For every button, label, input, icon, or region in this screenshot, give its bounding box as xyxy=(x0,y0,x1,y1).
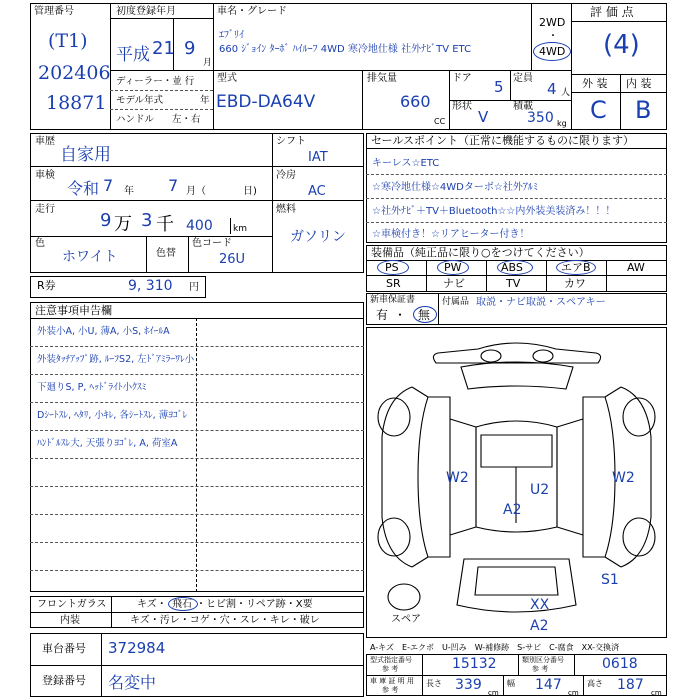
month-value: 9 xyxy=(184,38,196,59)
class-sub: 参 考 xyxy=(532,665,549,673)
door-label: ドア xyxy=(452,73,472,84)
equip-tv: TV xyxy=(506,277,521,290)
wid-label: 幅 xyxy=(507,679,515,688)
man-unit: 万 xyxy=(114,214,132,235)
hgt-value: 187 xyxy=(617,677,644,693)
divider xyxy=(426,260,427,292)
divider xyxy=(30,402,364,403)
soko-rest: 400 xyxy=(186,218,213,234)
spare-label: スペア xyxy=(391,614,421,625)
model-year-unit: 年 xyxy=(200,95,210,106)
handle-value: 左・右 xyxy=(172,114,201,125)
equip-pw-circle xyxy=(437,260,469,275)
car-name: ｴﾌﾞﾘｲ xyxy=(219,30,244,41)
divider xyxy=(503,675,504,696)
divider xyxy=(30,166,272,167)
iro-value: ホワイト xyxy=(62,249,118,265)
divider xyxy=(546,260,547,292)
divider xyxy=(620,74,621,130)
mark-w2-right: W2 xyxy=(612,470,635,486)
reibo-value: AC xyxy=(308,184,326,199)
divider xyxy=(571,74,667,75)
type-spec-value: 15132 xyxy=(452,656,497,672)
divider xyxy=(30,570,364,571)
divider xyxy=(510,70,511,100)
iro-label: 色 xyxy=(35,238,45,249)
divider xyxy=(196,318,197,592)
cert-label: 車 庫 証 明 用 xyxy=(370,677,414,685)
shodo-label: 初度登録年月 xyxy=(116,6,176,17)
teiin-unit: 人 xyxy=(561,88,571,98)
sekisai-label: 積載 xyxy=(513,101,533,112)
accessories-label: 付属品 xyxy=(442,297,470,307)
year-unit: 年 xyxy=(124,186,134,197)
divider xyxy=(230,218,231,234)
divider xyxy=(30,665,364,666)
katashiki-label: 型式 xyxy=(217,73,237,84)
divider xyxy=(101,633,102,697)
divider xyxy=(606,260,607,292)
sales-line-1: キーレス☆ETC xyxy=(372,158,440,169)
wid-value: 147 xyxy=(535,677,562,693)
divider xyxy=(272,166,364,167)
hyoka-label: 評 価 点 xyxy=(590,5,634,19)
front-bumper xyxy=(433,343,600,363)
divider xyxy=(213,3,214,130)
kanri-label: 管理番号 xyxy=(34,6,74,17)
chassis-value: 372984 xyxy=(108,639,166,657)
divider xyxy=(30,346,364,347)
equip-abs-circle xyxy=(497,260,533,275)
mark-xx: XX xyxy=(530,597,550,613)
equip-abs: ABS xyxy=(501,261,523,274)
km-unit: km xyxy=(233,224,247,234)
shamei-label: 車名・グレード xyxy=(217,6,287,17)
keijo-label: 形状 xyxy=(452,101,472,112)
hgt-unit: cm xyxy=(651,689,662,697)
divider xyxy=(571,21,667,22)
equip-navi: ナビ xyxy=(443,277,465,290)
era-value: 平成 xyxy=(116,45,150,65)
color-code-label: 色コード xyxy=(192,238,232,249)
drive-dot: ・ xyxy=(548,31,558,42)
divider xyxy=(110,70,213,71)
len-value: 339 xyxy=(455,677,482,693)
divider xyxy=(366,675,667,676)
reibo-label: 冷房 xyxy=(276,170,296,181)
soko-man: 9 xyxy=(100,210,112,231)
hgt-label: 高さ xyxy=(587,679,603,688)
equip-airbag-circle xyxy=(556,260,596,275)
divider xyxy=(366,222,667,223)
kanri-num1: 202406 xyxy=(38,62,111,84)
divider xyxy=(146,236,147,273)
divider xyxy=(110,90,213,91)
month-unit: 月 xyxy=(203,58,213,68)
nenryo-value: ガソリン xyxy=(290,229,346,245)
divider xyxy=(272,200,364,201)
day-paren: 日) xyxy=(243,186,257,197)
teiin-label: 定員 xyxy=(513,73,533,84)
divider xyxy=(110,109,213,110)
shaken-label: 車検 xyxy=(35,170,55,181)
shaken-month: 7 xyxy=(168,176,179,195)
divider xyxy=(422,654,423,696)
class-value: 0618 xyxy=(602,656,638,672)
type-spec-label: 型式指定番号 xyxy=(370,656,412,664)
gaiso-value: C xyxy=(590,96,607,124)
rken-section xyxy=(30,276,206,298)
mark-w2-left: W2 xyxy=(446,470,469,486)
divider xyxy=(518,654,519,675)
haiki-label: 排気量 xyxy=(367,73,397,84)
divider xyxy=(30,612,364,613)
shaken-era: 令和 xyxy=(67,179,100,198)
cert-sub: 参 考 xyxy=(382,686,399,694)
notes-title: 注意事項申告欄 xyxy=(35,304,112,317)
divider xyxy=(30,236,272,237)
reg-label: 登録番号 xyxy=(42,674,86,687)
drive-4wd: 4WD xyxy=(539,45,566,58)
front-glass-rest: ・ヒビ割・リペア跡・X要 xyxy=(196,599,313,610)
reg-value: 名変中 xyxy=(108,673,157,692)
note-line-1: 外装小A, 小U, 薄A, 小S, ﾎｲｰﾙA xyxy=(37,326,170,337)
irogae-label: 色替 xyxy=(156,248,176,259)
equip-kawa: カワ xyxy=(564,277,586,290)
divider xyxy=(110,18,213,19)
equip-aw: AW xyxy=(627,261,645,274)
equip-airbag: エアB xyxy=(561,261,591,274)
drive-4wd-circle xyxy=(533,42,571,61)
shaken-year: 7 xyxy=(103,176,114,195)
divider xyxy=(30,200,272,201)
divider xyxy=(30,430,364,431)
warranty-no-circle xyxy=(413,306,437,323)
rken-label: R券 xyxy=(37,279,56,292)
accessories-value: 取説・ナビ取説・スペアキー xyxy=(476,297,606,308)
haiki-value: 660 xyxy=(400,92,431,111)
divider xyxy=(30,458,364,459)
door-value: 5 xyxy=(494,78,504,96)
divider xyxy=(438,293,439,325)
equipment-title: 装備品（純正品に限り○をつけてください） xyxy=(371,246,590,259)
divider xyxy=(366,275,667,276)
divider xyxy=(272,133,273,273)
haiki-unit: CC xyxy=(434,117,446,126)
divider xyxy=(583,675,584,696)
divider xyxy=(188,236,189,273)
len-label: 長さ xyxy=(426,679,442,688)
color-code-value: 26U xyxy=(219,252,246,267)
shareki-label: 車歴 xyxy=(35,136,55,147)
sales-line-2: ☆寒冷地仕様☆4WDターボ☆社外ｱﾙﾐ xyxy=(372,182,538,193)
divider xyxy=(366,148,667,149)
front-glass-kizu: キズ・ xyxy=(137,599,167,610)
equip-sr: SR xyxy=(386,277,401,290)
divider xyxy=(30,542,364,543)
divider xyxy=(366,198,667,199)
katashiki-value: EBD-DA64V xyxy=(216,92,316,112)
front-glass-tobiishi: 飛石 xyxy=(172,599,192,610)
len-unit: cm xyxy=(488,689,499,697)
keijo-value: V xyxy=(478,108,489,126)
type-spec-sub: 参 考 xyxy=(382,665,399,673)
equip-pw: PW xyxy=(444,261,462,274)
note-line-3: 下廻りS, P, ﾍｯﾄﾞﾗｲﾄ小ｸｽﾐ xyxy=(37,382,147,393)
right-body xyxy=(583,397,615,557)
teiin-value: 4 xyxy=(547,80,557,98)
grade-value: 660 ｼﾞｮｲﾝ ﾀｰﾎﾞ ﾊｲﾙｰﾌ 4WD 寒冷地仕様 社外ﾅﾋﾞTV ETC xyxy=(219,44,472,55)
gaiso-label: 外 装 xyxy=(582,77,608,90)
warranty-label: 新車保証書 xyxy=(370,295,416,305)
handle-label: ハンドル xyxy=(116,114,155,125)
hyoka-value: (4) xyxy=(603,30,640,60)
divider xyxy=(531,3,532,70)
sekisai-unit: kg xyxy=(557,119,567,128)
divider xyxy=(30,318,364,319)
class-label: 類別区分番号 xyxy=(522,656,564,664)
divider xyxy=(30,486,364,487)
shift-label: シフト xyxy=(276,136,306,147)
rken-unit: 円 xyxy=(189,282,199,293)
wid-unit: cm xyxy=(568,689,579,697)
front-glass-label: フロントガラス xyxy=(37,599,107,610)
divider xyxy=(30,514,364,515)
mark-a2-body: A2 xyxy=(503,502,522,518)
divider xyxy=(362,70,363,130)
spare-tire xyxy=(388,584,420,610)
warranty-sep: ・ xyxy=(394,308,407,322)
kanri-code: (T1) xyxy=(48,30,88,52)
mark-s1: S1 xyxy=(601,572,619,588)
naiso-label: 内 装 xyxy=(626,77,652,90)
divider xyxy=(173,18,174,70)
hood xyxy=(461,362,573,389)
naiso-value: B xyxy=(635,96,652,124)
sen-unit: 千 xyxy=(156,214,174,235)
divider xyxy=(366,174,667,175)
mark-u2: U2 xyxy=(530,482,550,498)
legend: A-キズ E-エクボ U-凹み W-補修跡 S-サビ C-腐食 XX-交換済 xyxy=(370,643,620,652)
chassis-label: 車台番号 xyxy=(42,642,86,655)
warranty-no: 無 xyxy=(418,308,431,322)
interior-label: 内装 xyxy=(60,615,80,626)
soko-sen: 3 xyxy=(141,210,153,231)
divider xyxy=(30,374,364,375)
divider xyxy=(571,3,572,130)
interior-items: キズ・汚レ・コゲ・穴・スレ・キレ・破レ xyxy=(130,615,320,626)
note-line-5: ﾊﾝﾄﾞﾙｽﾚ大, 天張りﾖｺﾞﾚ, A, 荷室A xyxy=(37,438,178,449)
note-line-4: Dｼｰﾄｽﾚ, ﾍﾀﾘ, 小ｷﾚ, 各ｼｰﾄｽﾚ, 薄ﾖｺﾞﾚ xyxy=(37,410,188,421)
equip-ps: PS xyxy=(385,261,399,274)
equip-ps-circle xyxy=(377,260,409,275)
nenryo-label: 燃料 xyxy=(276,204,296,215)
divider xyxy=(571,92,667,93)
year-value: 21 xyxy=(152,38,175,59)
shareki-value: 自家用 xyxy=(60,145,111,165)
month-paren: 月（ xyxy=(186,186,206,197)
sales-title: セールスポイント（正常に機能するものに限ります） xyxy=(371,134,635,147)
drive-2wd: 2WD xyxy=(539,16,566,29)
kanri-num2: 18871 xyxy=(46,92,107,114)
sales-line-4: ☆車検付き！☆リアヒーター付き！ xyxy=(372,229,530,240)
divider xyxy=(486,260,487,292)
model-year-label: モデル年式 xyxy=(116,95,164,106)
sekisai-value: 350 xyxy=(527,110,554,126)
mark-a2-rear: A2 xyxy=(530,618,549,634)
rken-value: 9, 310 xyxy=(128,278,173,294)
warranty-yes: 有 xyxy=(376,308,389,322)
note-line-2: 外装ﾀｯﾁｱｯﾌﾟ跡, ﾙｰﾌS2, 左ﾄﾞｱﾐﾗｰﾜﾚ小 xyxy=(37,354,195,365)
dealer-label: ディーラー・並 行 xyxy=(116,76,195,87)
tobiishi-circle xyxy=(168,597,198,611)
soko-label: 走行 xyxy=(35,204,55,215)
shift-value: IAT xyxy=(308,150,328,165)
divider xyxy=(574,654,575,675)
divider xyxy=(213,70,571,71)
sales-line-3: ☆社外ﾅﾋﾞ＋TV＋Bluetooth☆☆内外装美装済み！！！ xyxy=(372,206,616,217)
